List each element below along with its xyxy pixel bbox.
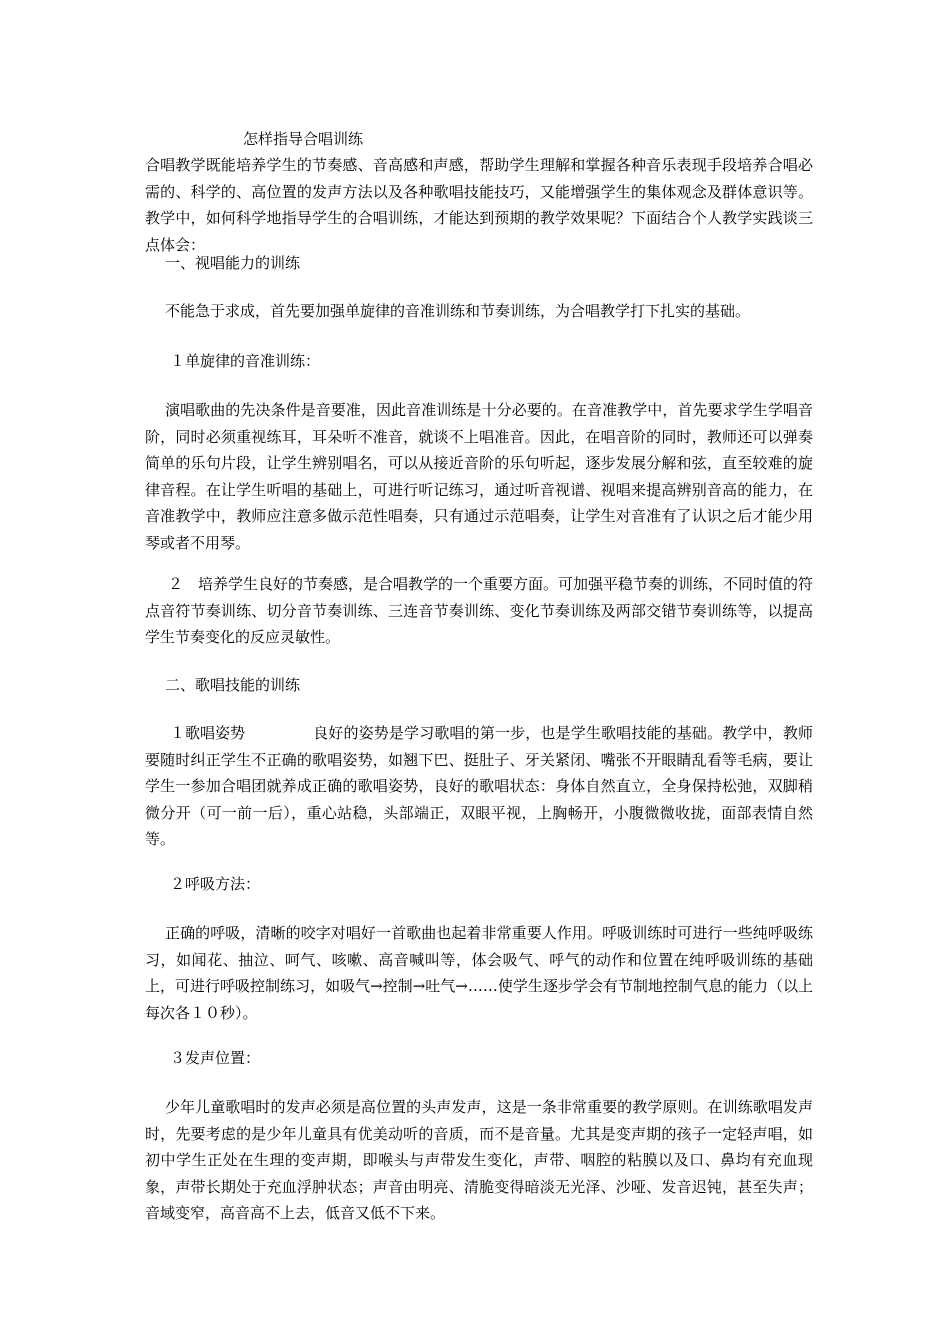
breathing-paragraph	[145, 920, 813, 1026]
subheading-breathing: ２呼吸方法：	[170, 875, 261, 893]
document-title: 怎样指导合唱训练	[243, 130, 364, 148]
posture-text: 良好的姿势是学习歌唱的第一步，也是学生歌唱技能的基础。教学中，教师要随时纠正学生不正确的歌唱姿势，如翘下巴、挺肚子、牙关紧闭、嘴张不开眼睛乱看等毛病，要让学生一参加合唱团就养成正确的歌唱姿势，良好的歌唱状态：身体自然直立，全身保持松弛，双脚稍微分开（可一前一后），重心站稳，头部端正，双眼平视，上胸畅开，小腹微微收拢，面部表情自然等。	[145, 724, 813, 848]
vocal-position-paragraph	[145, 1094, 813, 1227]
posture-label: １歌唱姿势	[170, 724, 246, 742]
rhythm-training-text: ２ 培养学生良好的节奏感，是合唱教学的一个重要方面。可加强平稳节奏的训练，不同时值的符点音符节奏训练、切分音节奏训练、三连音节奏训练、变化节奏训练及两部交错节奏训练等，以提高学生节奏变化的反应灵敏性。	[145, 575, 814, 646]
section-heading-sight-singing: 一、视唱能力的训练	[165, 254, 301, 272]
subheading-vocal-position: ３发声位置：	[170, 1049, 261, 1067]
breathing-text: 正确的呼吸，清晰的咬字对唱好一首歌曲也起着非常重要人作用。呼吸训练时可进行一些纯呼吸练习，如闻花、抽泣、呵气、咳嗽、高音喊叫等，体会吸气、呼气的动作和位置在纯呼吸训练的基础上，可进行呼吸控制练习，如吸气→控制→吐气→……使学生逐步学会有节制地控制气息的能力（以上每次各１０秒）。	[145, 924, 813, 1022]
pitch-training-paragraph	[145, 397, 813, 556]
intro-paragraph	[145, 152, 813, 258]
section1-intro-text: 不能急于求成，首先要加强单旋律的音准训练和节奏训练，为合唱教学打下扎实的基础。	[165, 302, 751, 320]
rhythm-training-paragraph	[145, 571, 813, 651]
section-heading-singing-skills: 二、歌唱技能的训练	[165, 676, 301, 694]
section1-intro-paragraph	[145, 298, 813, 325]
pitch-training-text: 演唱歌曲的先决条件是音要准，因此音准训练是十分必要的。在音准教学中，首先要求学生学唱音阶，同时必须重视练耳，耳朵听不准音，就谈不上唱准音。因此，在唱音阶的同时，教师还可以弹奏简单的乐句片段，让学生辨别唱名，可以从接近音阶的乐句听起，逐步发展分解和弦，直至较难的旋律音程。在让学生听唱的基础上，可进行听记练习，通过听音视谱、视唱来提高辨别音高的能力，在音准教学中，教师应注意多做示范性唱奏，只有通过示范唱奏，让学生对音准有了认识之后才能少用琴或者不用琴。	[145, 401, 813, 552]
posture-paragraph	[145, 720, 813, 853]
intro-text: 合唱教学既能培养学生的节奏感、音高感和声感，帮助学生理解和掌握各种音乐表现手段培养合唱必需的、科学的、高位置的发声方法以及各种歌唱技能技巧，又能增强学生的集体观念及群体意识等。教学中，如何科学地指导学生的合唱训练，才能达到预期的教学效果呢？下面结合个人教学实践谈三点体会：	[145, 156, 813, 254]
subheading-pitch-training: １单旋律的音准训练：	[170, 352, 321, 370]
vocal-position-text: 少年儿童歌唱时的发声必须是高位置的头声发声，这是一条非常重要的教学原则。在训练歌唱发声时，先要考虑的是少年儿童具有优美动听的音质，而不是音量。尤其是变声期的孩子一定轻声唱，如初中学生正处在生理的变声期，即喉头与声带发生变化，声带、咽腔的粘膜以及口、鼻均有充血现象，声带长期处于充血浮肿状态；声音由明亮、清脆变得暗淡无光泽、沙哑、发音迟钝，甚至失声；音域变窄，高音高不上去，低音又低不下来。	[145, 1098, 813, 1222]
